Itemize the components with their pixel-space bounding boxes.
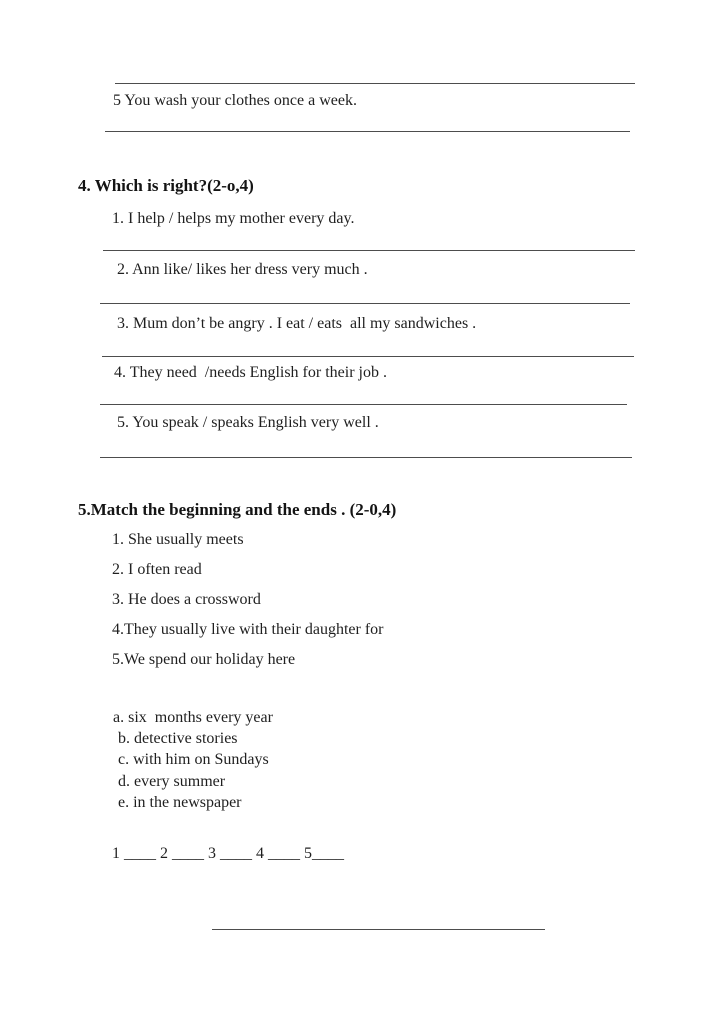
writing-line	[100, 457, 632, 458]
match-ending-item: d. every summer	[118, 773, 226, 790]
match-beginning-item: 5.We spend our holiday here	[112, 651, 296, 668]
writing-line	[100, 303, 630, 304]
exercise-item: 2. Ann like/ likes her dress very much .	[117, 261, 368, 278]
match-ending-item: e. in the newspaper	[118, 794, 242, 811]
exercise-item: 3. Mum don’t be angry . I eat / eats all my sandwiches .	[117, 315, 477, 332]
match-ending-item: c. with him on Sundays	[118, 751, 269, 768]
writing-line	[115, 83, 635, 84]
writing-line	[105, 131, 630, 132]
exercise-item: 1. I help / helps my mother every day.	[112, 210, 355, 227]
match-beginning-item: 1. She usually meets	[112, 531, 244, 548]
exercise-item: 5. You speak / speaks English very well .	[117, 414, 379, 431]
answer-blanks-row: 1 ____ 2 ____ 3 ____ 4 ____ 5____	[112, 845, 344, 862]
match-beginning-item: 4.They usually live with their daughter for	[112, 621, 384, 638]
match-ending-item: a. six months every year	[113, 709, 273, 726]
writing-line	[102, 356, 634, 357]
match-beginning-item: 2. I often read	[112, 561, 202, 578]
writing-line	[100, 404, 627, 405]
exercise4-heading: 4. Which is right?(2-o,4)	[78, 176, 254, 195]
exercise5-heading: 5.Match the beginning and the ends . (2-0,4)	[78, 500, 397, 519]
exercise-item: 5 You wash your clothes once a week.	[113, 92, 357, 109]
match-beginning-item: 3. He does a crossword	[112, 591, 261, 608]
writing-line	[103, 250, 635, 251]
match-ending-item: b. detective stories	[118, 730, 238, 747]
writing-line	[212, 929, 545, 930]
exercise-item: 4. They need /needs English for their job .	[114, 364, 387, 381]
